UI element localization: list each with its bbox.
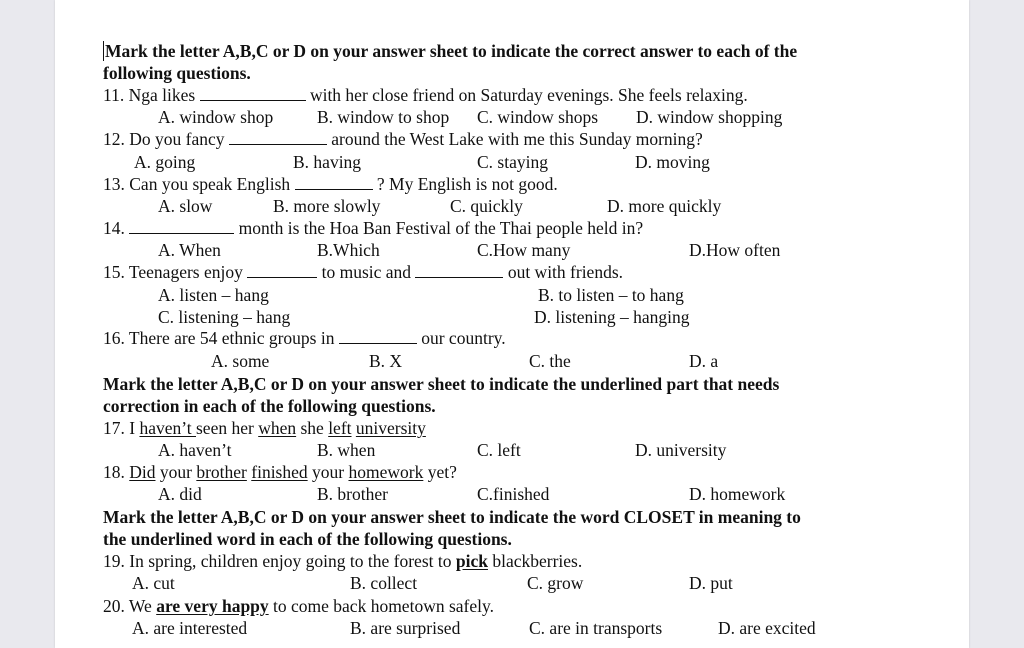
q17-underlined-a: haven’t bbox=[139, 418, 196, 438]
instruction-3-line-1: Mark the letter A,B,C or D on your answer sheet to indicate the word CLOSET in meaning to bbox=[103, 507, 801, 527]
q19-underlined-word: pick bbox=[455, 551, 488, 571]
q16-text-start: 16. There are 54 ethnic groups in bbox=[103, 328, 339, 348]
question-18 bbox=[103, 462, 457, 482]
q16-option-a: A. some bbox=[211, 351, 270, 371]
q17-underlined-b: when bbox=[258, 418, 297, 438]
q16-option-d: D. a bbox=[689, 351, 719, 371]
q11-option-d: D. window shopping bbox=[636, 107, 783, 127]
q13-text-start: 13. Can you speak English bbox=[103, 174, 295, 194]
text-cursor bbox=[103, 41, 104, 61]
q15-option-d: D. listening – hanging bbox=[534, 307, 690, 327]
q12-option-b: B. having bbox=[293, 152, 362, 172]
q13-option-a: A. slow bbox=[158, 196, 213, 216]
q15-blank-1 bbox=[247, 263, 317, 278]
q11-option-b: B. window to shop bbox=[317, 107, 450, 127]
q18-text-1: your bbox=[155, 462, 197, 482]
q18-option-a: A. did bbox=[158, 484, 202, 504]
q11-option-a: A. window shop bbox=[158, 107, 274, 127]
q13-option-b: B. more slowly bbox=[273, 196, 381, 216]
question-13 bbox=[103, 174, 558, 194]
q20-text-start: 20. We bbox=[103, 596, 157, 616]
q16-text-end: our country. bbox=[416, 328, 506, 348]
q14-blank bbox=[129, 219, 234, 234]
q17-text-2: she bbox=[296, 418, 329, 438]
q14-text-end: month is the Hoa Ban Festival of the Thai people held in? bbox=[234, 218, 644, 238]
q17-option-c: C. left bbox=[477, 440, 521, 460]
q18-underlined-a: Did bbox=[129, 462, 156, 482]
q11-text-end: with her close friend on Saturday evenings. She feels relaxing. bbox=[305, 85, 748, 105]
question-12 bbox=[103, 129, 703, 149]
q17-text-start: 17. I bbox=[103, 418, 140, 438]
q12-blank bbox=[229, 130, 327, 145]
q14-option-d: D.How often bbox=[689, 240, 781, 260]
document-page bbox=[55, 0, 969, 648]
q11-option-c: C. window shops bbox=[477, 107, 599, 127]
q18-option-c: C.finished bbox=[477, 484, 550, 504]
question-17 bbox=[103, 418, 426, 438]
question-11 bbox=[103, 85, 748, 105]
instruction-1-line-1: Mark the letter A,B,C or D on your answer sheet to indicate the correct answer to each of the bbox=[105, 41, 798, 61]
q19-option-c: C. grow bbox=[527, 573, 584, 593]
instruction-3-line-2: the underlined word in each of the following questions. bbox=[103, 529, 512, 549]
q14-option-b: B.Which bbox=[317, 240, 380, 260]
q17-option-a: A. haven’t bbox=[158, 440, 232, 460]
q20-option-c: C. are in transports bbox=[529, 618, 663, 638]
q18-underlined-d: homework bbox=[348, 462, 424, 482]
q14-option-a: A. When bbox=[158, 240, 221, 260]
q16-option-b: B. X bbox=[369, 351, 403, 371]
q13-blank bbox=[295, 175, 373, 190]
q19-option-b: B. collect bbox=[350, 573, 418, 593]
q15-text-middle: to music and bbox=[317, 262, 416, 282]
q18-text-3: your bbox=[307, 462, 349, 482]
q17-underlined-c: left bbox=[328, 418, 352, 438]
q16-blank bbox=[339, 329, 417, 344]
q18-underlined-b: brother bbox=[196, 462, 247, 482]
question-19 bbox=[103, 551, 582, 571]
q19-option-d: D. put bbox=[689, 573, 733, 593]
q15-option-c: C. listening – hang bbox=[158, 307, 291, 327]
q15-option-a: A. listen – hang bbox=[158, 285, 269, 305]
q12-option-a: A. going bbox=[134, 152, 196, 172]
q12-text-end: around the West Lake with me this Sunday morning? bbox=[326, 129, 703, 149]
q14-option-c: C.How many bbox=[477, 240, 571, 260]
q18-option-b: B. brother bbox=[317, 484, 388, 504]
q12-text-start: 12. Do you fancy bbox=[103, 129, 229, 149]
q18-underlined-c: finished bbox=[251, 462, 308, 482]
q11-blank bbox=[200, 86, 306, 101]
q16-option-c: C. the bbox=[529, 351, 571, 371]
q12-option-d: D. moving bbox=[635, 152, 710, 172]
q13-text-end: ? My English is not good. bbox=[372, 174, 558, 194]
question-16 bbox=[103, 328, 506, 348]
q15-blank-2 bbox=[415, 263, 503, 278]
q18-text-start: 18. bbox=[103, 462, 130, 482]
q19-text-start: 19. In spring, children enjoy going to the forest to bbox=[103, 551, 456, 571]
q13-option-d: D. more quickly bbox=[607, 196, 722, 216]
instruction-2-line-2: correction in each of the following questions. bbox=[103, 396, 436, 416]
q14-text-start: 14. bbox=[103, 218, 130, 238]
q19-text-end: blackberries. bbox=[487, 551, 583, 571]
instruction-2-line-1: Mark the letter A,B,C or D on your answer sheet to indicate the underlined part that needs bbox=[103, 374, 780, 394]
q15-text-end: out with friends. bbox=[503, 262, 624, 282]
q13-option-c: C. quickly bbox=[450, 196, 523, 216]
instruction-1-line-2: following questions. bbox=[103, 63, 251, 83]
question-15 bbox=[103, 262, 623, 282]
q20-option-d: D. are excited bbox=[718, 618, 816, 638]
question-14 bbox=[103, 218, 643, 238]
q15-option-b: B. to listen – to hang bbox=[538, 285, 684, 305]
q19-option-a: A. cut bbox=[132, 573, 175, 593]
q15-text-start: 15. Teenagers enjoy bbox=[103, 262, 248, 282]
q17-underlined-d: university bbox=[355, 418, 426, 438]
q20-underlined-phrase: are very happy bbox=[156, 596, 269, 616]
q17-option-d: D. university bbox=[635, 440, 727, 460]
q17-text-1: seen her bbox=[196, 418, 259, 438]
question-20 bbox=[103, 596, 494, 616]
q20-option-b: B. are surprised bbox=[350, 618, 461, 638]
q17-option-b: B. when bbox=[317, 440, 376, 460]
q11-text-start: 11. Nga likes bbox=[103, 85, 200, 105]
q18-text-end: yet? bbox=[423, 462, 457, 482]
q20-text-end: to come back hometown safely. bbox=[268, 596, 494, 616]
q20-option-a: A. are interested bbox=[132, 618, 248, 638]
q12-option-c: C. staying bbox=[477, 152, 548, 172]
q18-option-d: D. homework bbox=[689, 484, 786, 504]
